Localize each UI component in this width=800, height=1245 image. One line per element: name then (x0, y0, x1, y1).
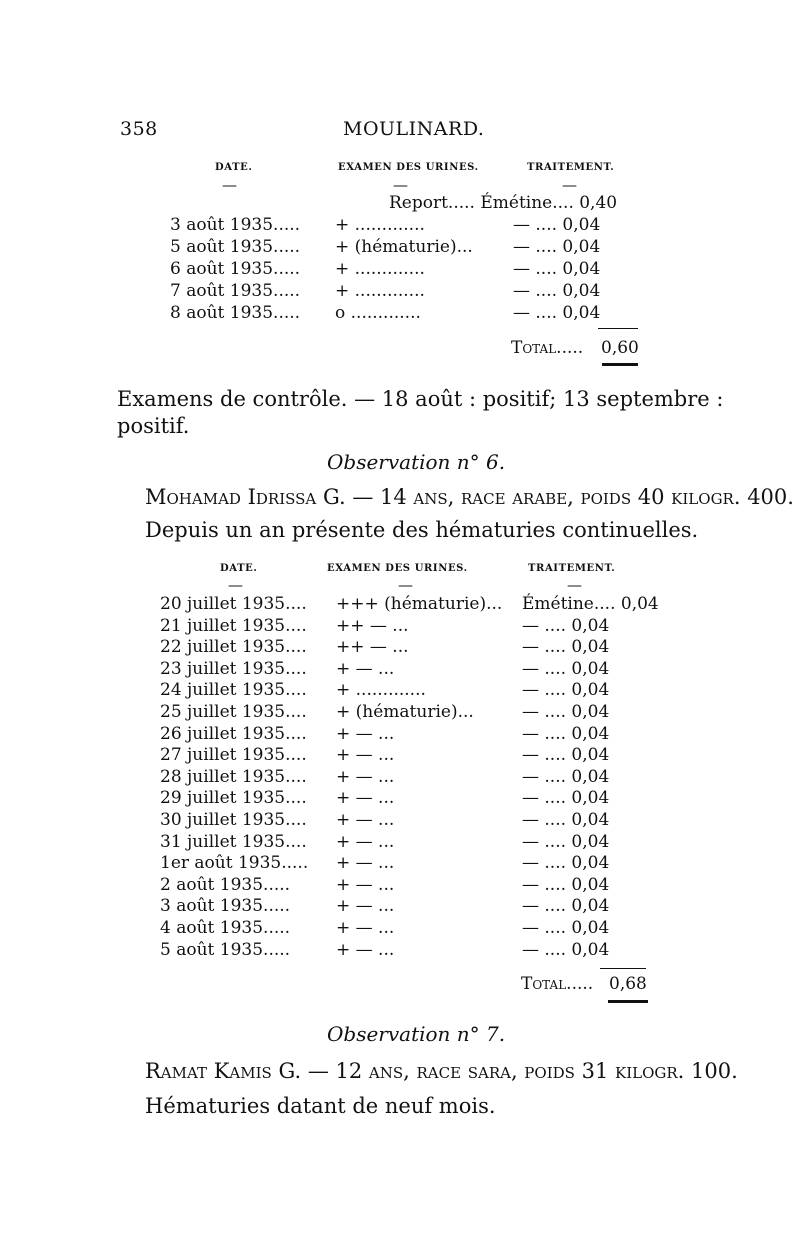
table-row-urine: ++ — ... (336, 637, 409, 657)
table-row-date: 30 juillet 1935.... (160, 810, 307, 830)
table-row-urine: + — ... (336, 810, 395, 830)
col-header-treatment: TRAITEMENT. (527, 162, 615, 173)
col-header-urine: EXAMEN DES URINES. (338, 162, 479, 173)
table-row-urine: + — ... (336, 745, 395, 765)
total-double-rule (602, 363, 638, 366)
observation-7-patient: Ramat Kamis G. — 12 ans, race sara, poids 31 kilogr. 100. (145, 1059, 738, 1083)
table-row-date: 3 août 1935..... (160, 896, 291, 916)
running-title: MOULINARD. (343, 118, 485, 140)
table-row-date: 5 août 1935..... (160, 940, 291, 960)
table-row-treatment: — .... 0,04 (513, 259, 601, 279)
table-row-date: 8 août 1935..... (170, 303, 301, 323)
table-row-date: 24 juillet 1935.... (160, 680, 307, 700)
table-row-date: 6 août 1935..... (170, 259, 301, 279)
table-row-treatment: — .... 0,04 (513, 303, 601, 323)
table-row-urine: + ............. (335, 259, 425, 279)
table-row-urine: +++ (hématurie)... (336, 594, 503, 614)
table-row-date: 4 août 1935..... (160, 918, 291, 938)
table-row-urine: + — ... (336, 853, 395, 873)
table-row-date: 26 juillet 1935.... (160, 724, 307, 744)
table-row-urine: + — ... (336, 875, 395, 895)
col-dash-treatment: — (562, 176, 577, 194)
col-dash-date: — (222, 176, 237, 194)
control-exams-line-1: Examens de contrôle. — 18 août : positif; 13 septembre : (117, 387, 724, 411)
table-row-date: 5 août 1935..... (170, 237, 301, 257)
col-dash-urine: — (393, 176, 408, 194)
table-row-treatment: — .... 0,04 (522, 724, 610, 744)
col-header-treatment: TRAITEMENT. (528, 563, 616, 574)
table-row-treatment: — .... 0,04 (522, 853, 610, 873)
table-row-date: 29 juillet 1935.... (160, 788, 307, 808)
table-row-urine: + ............. (335, 215, 425, 235)
observation-6-patient: Mohamad Idrissa G. — 14 ans, race arabe, poids 40 kilogr. 400. (145, 485, 794, 509)
table-row-urine: + — ... (336, 767, 395, 787)
table-row-urine: o ............. (335, 303, 421, 323)
table-row-urine: + — ... (336, 940, 395, 960)
table-row-urine: + — ... (336, 896, 395, 916)
report-line: Report..... Émétine.... 0,40 (389, 193, 618, 213)
table-row-date: 21 juillet 1935.... (160, 616, 307, 636)
observation-7-title: Observation n° 7. (327, 1022, 506, 1046)
observation-7-history: Hématuries datant de neuf mois. (145, 1094, 496, 1118)
table-row-treatment: — .... 0,04 (522, 810, 610, 830)
table-row-date: 1er août 1935..... (160, 853, 309, 873)
total-value: 0,60 (601, 338, 639, 358)
observation-6-history: Depuis un an présente des hématuries continuelles. (145, 518, 699, 542)
sum-rule (598, 328, 638, 329)
table-row-urine: ++ — ... (336, 616, 409, 636)
table-row-treatment: — .... 0,04 (522, 659, 610, 679)
total-double-rule (608, 1000, 648, 1003)
col-dash-date: — (228, 576, 243, 594)
table-row-treatment: — .... 0,04 (513, 237, 601, 257)
table-row-treatment: — .... 0,04 (513, 281, 601, 301)
table-row-treatment: — .... 0,04 (522, 896, 610, 916)
table-row-treatment: — .... 0,04 (522, 875, 610, 895)
col-header-date: DATE. (220, 563, 258, 574)
table-row-treatment: — .... 0,04 (522, 745, 610, 765)
table-row-urine: + (hématurie)... (335, 237, 473, 257)
table-row-treatment: — .... 0,04 (522, 940, 610, 960)
table-row-date: 31 juillet 1935.... (160, 832, 307, 852)
table-row-urine: + — ... (336, 659, 395, 679)
table-row-treatment: — .... 0,04 (513, 215, 601, 235)
sum-rule (600, 968, 646, 969)
col-dash-treatment: — (567, 576, 582, 594)
table-row-urine: + (hématurie)... (336, 702, 474, 722)
col-header-date: DATE. (215, 162, 253, 173)
table-row-treatment: — .... 0,04 (522, 918, 610, 938)
total-value: 0,68 (609, 974, 647, 994)
table-row-treatment: Émétine.... 0,04 (522, 594, 659, 614)
table-row-urine: + — ... (336, 918, 395, 938)
table-row-treatment: — .... 0,04 (522, 637, 610, 657)
table-row-treatment: — .... 0,04 (522, 832, 610, 852)
table-row-urine: + ............. (336, 680, 426, 700)
table-row-urine: + ............. (335, 281, 425, 301)
control-exams-line-2: positif. (117, 414, 190, 438)
table-row-urine: + — ... (336, 832, 395, 852)
table-row-date: 20 juillet 1935.... (160, 594, 307, 614)
observation-6-title: Observation n° 6. (327, 450, 506, 474)
col-dash-urine: — (398, 576, 413, 594)
table-row-date: 27 juillet 1935.... (160, 745, 307, 765)
table-row-date: 28 juillet 1935.... (160, 767, 307, 787)
table-row-treatment: — .... 0,04 (522, 616, 610, 636)
table-row-treatment: — .... 0,04 (522, 702, 610, 722)
table-row-date: 23 juillet 1935.... (160, 659, 307, 679)
table-row-date: 3 août 1935..... (170, 215, 301, 235)
table-row-date: 25 juillet 1935.... (160, 702, 307, 722)
table-row-date: 7 août 1935..... (170, 281, 301, 301)
page-number: 358 (120, 118, 158, 140)
table-row-treatment: — .... 0,04 (522, 680, 610, 700)
table-row-treatment: — .... 0,04 (522, 788, 610, 808)
total-label: Total..... (521, 974, 594, 994)
col-header-urine: EXAMEN DES URINES. (327, 563, 468, 574)
table-row-treatment: — .... 0,04 (522, 767, 610, 787)
table-row-date: 22 juillet 1935.... (160, 637, 307, 657)
table-row-urine: + — ... (336, 788, 395, 808)
total-label: Total..... (511, 338, 584, 358)
table-row-date: 2 août 1935..... (160, 875, 291, 895)
table-row-urine: + — ... (336, 724, 395, 744)
